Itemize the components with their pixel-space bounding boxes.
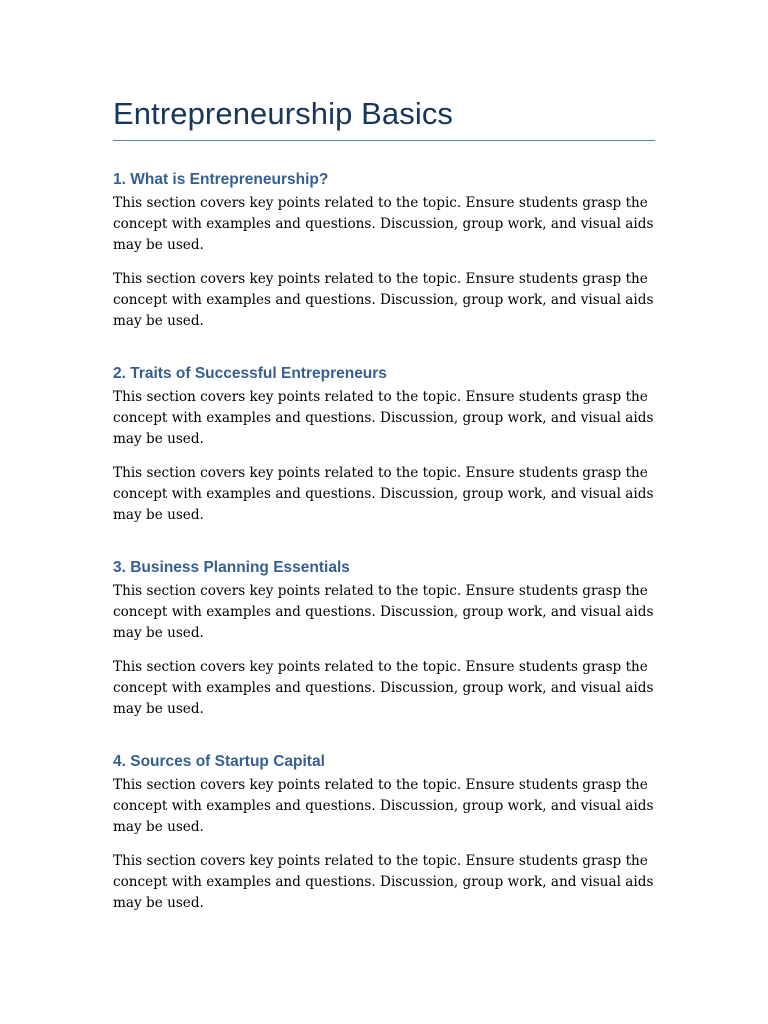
section-heading: 4. Sources of Startup Capital [113, 753, 325, 770]
section-heading: 1. What is Entrepreneurship? [113, 171, 329, 188]
section-paragraph: This section covers key points related to the topic. Ensure students grasp the concept with examples and questions. Discussion, group work, and visual aids may be used. [113, 777, 654, 835]
section-traits [113, 364, 655, 526]
section-paragraph: This section covers key points related to the topic. Ensure students grasp the concept with examples and questions. Discussion, group work, and visual aids may be used. [113, 583, 654, 641]
section-paragraph: This section covers key points related to the topic. Ensure students grasp the concept with examples and questions. Discussion, group work, and visual aids may be used. [113, 389, 654, 447]
document-title: Entrepreneurship Basics [113, 0, 655, 141]
section-startup-capital [113, 752, 655, 914]
section-paragraph: This section covers key points related to the topic. Ensure students grasp the concept with examples and questions. Discussion, group work, and visual aids may be used. [113, 195, 654, 253]
section-heading: 3. Business Planning Essentials [113, 559, 350, 576]
section-paragraph: This section covers key points related to the topic. Ensure students grasp the concept with examples and questions. Discussion, group work, and visual aids may be used. [113, 465, 654, 523]
section-paragraph: This section covers key points related to the topic. Ensure students grasp the concept with examples and questions. Discussion, group work, and visual aids may be used. [113, 659, 654, 717]
document-page [113, 0, 655, 914]
section-heading: 2. Traits of Successful Entrepreneurs [113, 365, 387, 382]
section-paragraph: This section covers key points related to the topic. Ensure students grasp the concept with examples and questions. Discussion, group work, and visual aids may be used. [113, 271, 654, 329]
section-what-is-entrepreneurship [113, 170, 655, 332]
section-business-planning [113, 558, 655, 720]
section-paragraph: This section covers key points related to the topic. Ensure students grasp the concept with examples and questions. Discussion, group work, and visual aids may be used. [113, 853, 654, 911]
